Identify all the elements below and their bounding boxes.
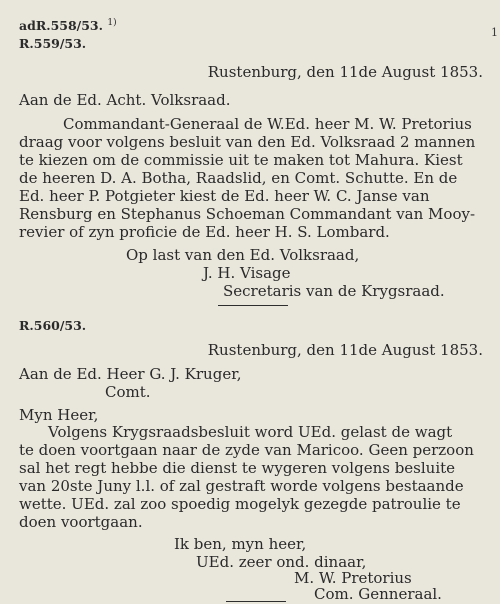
salutation: Myn Heer, xyxy=(19,406,99,424)
reference-number-b: R.559/53. xyxy=(19,36,87,51)
body-line: Commandant-Generaal de W.Ed. heer M. W. Pretorius xyxy=(63,115,472,133)
addressee-2: Aan de Ed. Heer G. J. Kruger, xyxy=(19,365,242,383)
signer-2: M. W. Pretorius xyxy=(294,569,412,587)
reference-number-a-text: adR.558/53. xyxy=(19,18,103,33)
page-number: 1 xyxy=(491,26,498,39)
divider xyxy=(218,305,288,306)
reference-number-a xyxy=(19,18,117,33)
closing-2b: UEd. zeer ond. dinaar, xyxy=(196,553,367,571)
addressee-1: Aan de Ed. Acht. Volksraad. xyxy=(19,91,231,109)
body-line: revier of zyn proficie de Ed. heer H. S. Lombard. xyxy=(19,223,390,241)
body-line: draag voor volgens besluit van den Ed. Volksraad 2 mannen xyxy=(19,133,476,151)
signer-title-1: Secretaris van de Krygsraad. xyxy=(223,282,445,300)
dateline-2: Rustenburg, den 11de August 1853. xyxy=(207,341,483,359)
closing-1: Op last van den Ed. Volksraad, xyxy=(126,246,360,264)
body-line: te doen voortgaan naar de zyde van Maricoo. Geen perzoon xyxy=(19,441,474,459)
body-line: doen voortgaan. xyxy=(19,513,143,531)
body-line: de heeren D. A. Botha, Raadslid, en Comt. Schutte. En de xyxy=(19,169,458,187)
signer-1: J. H. Visage xyxy=(203,264,291,282)
addressee-title-2: Comt. xyxy=(105,383,151,401)
dateline-1: Rustenburg, den 11de August 1853. xyxy=(207,63,483,81)
body-line: Rensburg en Stephanus Schoeman Commandant van Mooy- xyxy=(19,205,476,223)
signer-title-2: Com. Genneraal. xyxy=(314,585,442,603)
divider xyxy=(226,601,286,602)
body-line: wette. UEd. zal zoo spoedig mogelyk gezegde patroulie te xyxy=(19,495,461,513)
body-line: Volgens Krygsraadsbesluit word UEd. gelast de wagt xyxy=(48,423,453,441)
footnote-marker: 1) xyxy=(107,17,117,28)
closing-2a: Ik ben, myn heer, xyxy=(174,535,307,553)
body-line: Ed. heer P. Potgieter kiest de Ed. heer W. C. Janse van xyxy=(19,187,430,205)
body-line: van 20ste Juny l.l. of zal gestraft worde volgens bestaande xyxy=(19,477,464,495)
reference-number-c: R.560/53. xyxy=(19,318,87,333)
body-line: te kiezen om de commissie uit te maken tot Mahura. Kiest xyxy=(19,151,463,169)
body-line: sal het regt hebbe die dienst te wygeren volgens besluite xyxy=(19,459,456,477)
